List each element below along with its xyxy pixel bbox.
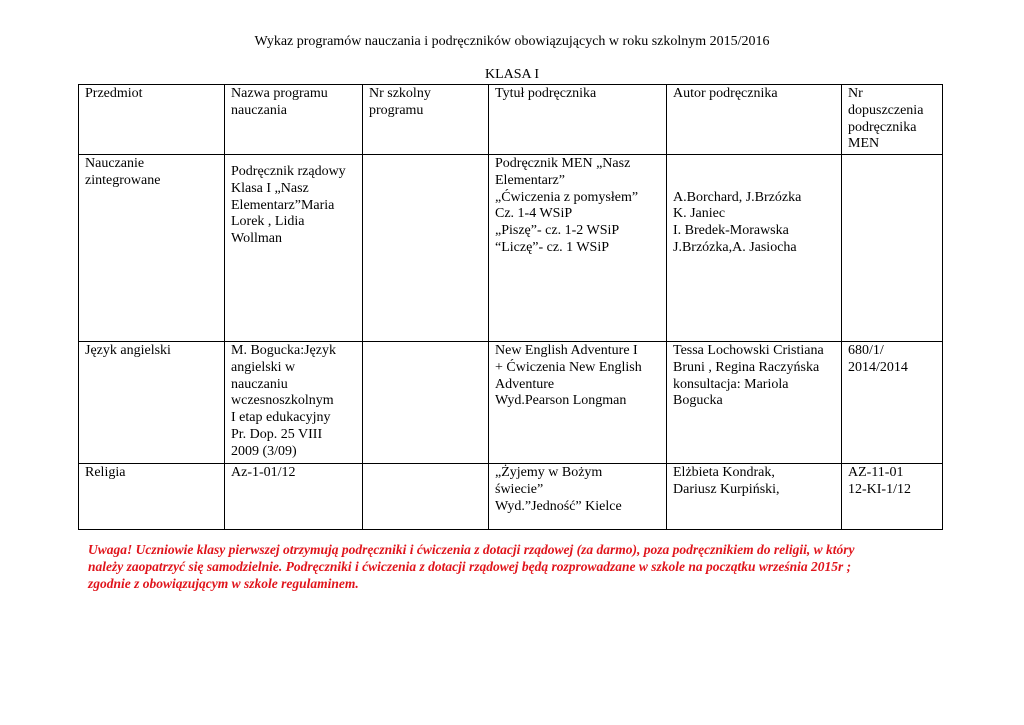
cell-text: AZ-11-01 xyxy=(848,465,904,480)
header-program-name xyxy=(225,85,363,155)
cell-men-approval-no xyxy=(842,342,943,464)
header-text: Nr xyxy=(848,86,863,101)
table-row xyxy=(79,464,943,530)
cell-text: „Piszę”- cz. 1-2 WSiP xyxy=(495,223,620,239)
cell-text: Klasa I „Nasz xyxy=(231,180,309,196)
cell-text: + Ćwiczenia New English xyxy=(495,359,642,375)
cell-text: 680/1/ xyxy=(848,343,884,358)
cell-book-title xyxy=(489,342,667,464)
cell-text: Elementarz” xyxy=(495,172,565,188)
cell-program-name xyxy=(225,155,363,342)
cell-book-title xyxy=(489,464,667,530)
table-row xyxy=(79,155,943,342)
cell-text: A.Borchard, J.Brzózka xyxy=(673,189,802,205)
cell-men-approval-no xyxy=(842,464,943,530)
cell-text: Elżbieta Kondrak, xyxy=(673,465,775,480)
cell-text: Nauczanie xyxy=(85,156,145,171)
cell-spacer xyxy=(231,156,354,164)
cell-text: Dariusz Kurpiński, xyxy=(673,481,780,497)
cell-men-approval-no xyxy=(842,155,943,342)
note-line: zgodnie z obowiązującym w szkole regulaminem. xyxy=(88,576,359,591)
document-title: Wykaz programów nauczania i podręczników obowiązujących w roku szkolnym 2015/2016 xyxy=(254,34,770,49)
header-text: Autor podręcznika xyxy=(673,86,778,101)
header-text: nauczania xyxy=(231,102,287,118)
cell-text: zintegrowane xyxy=(85,172,161,188)
cell-text: nauczaniu xyxy=(231,376,288,392)
cell-text: K. Janiec xyxy=(673,206,726,222)
cell-text: 2009 (3/09) xyxy=(231,443,297,459)
cell-text: „Żyjemy w Bożym xyxy=(495,465,603,480)
cell-text: I etap edukacyjny xyxy=(231,410,331,426)
curriculum-table xyxy=(78,84,943,530)
cell-subject xyxy=(79,155,225,342)
warning-note xyxy=(88,541,948,592)
cell-text: 2014/2014 xyxy=(848,359,908,375)
cell-text: Wyd.Pearson Longman xyxy=(495,393,627,409)
cell-book-title xyxy=(489,155,667,342)
header-book-title xyxy=(489,85,667,155)
cell-text: Religia xyxy=(85,465,126,480)
cell-subject xyxy=(79,342,225,464)
header-text: Nazwa programu xyxy=(231,86,328,101)
cell-text: Elementarz”Maria xyxy=(231,197,335,213)
cell-text: Bogucka xyxy=(673,393,723,409)
class-title: KLASA I xyxy=(484,67,540,82)
cell-text: Podręcznik rządowy xyxy=(231,164,346,179)
cell-school-program-no xyxy=(363,342,489,464)
header-text: dopuszczenia xyxy=(848,102,924,118)
cell-text: Wollman xyxy=(231,231,282,247)
header-text: Przedmiot xyxy=(85,86,143,101)
cell-text: Podręcznik MEN „Nasz xyxy=(495,156,631,171)
cell-text: New English Adventure I xyxy=(495,343,638,358)
note-line: Uwaga! Uczniowie klasy pierwszej otrzymują podręczniki i ćwiczenia z dotacji rządowej (za darmo), poza podręcznikiem do religii, w który xyxy=(88,542,855,557)
cell-text: „Ćwiczenia z pomysłem” xyxy=(495,189,639,205)
header-text: MEN xyxy=(848,136,880,152)
cell-text: Język angielski xyxy=(85,343,171,358)
cell-text: Cz. 1-4 WSiP xyxy=(495,206,573,222)
cell-text: “Liczę”- cz. 1 WSiP xyxy=(495,239,610,255)
note-line: należy zaopatrzyć się samodzielnie. Podręczniki i ćwiczenia z dotacji rządowej będą rozprowadzane w szkole na początku września 2015r ; xyxy=(88,559,852,574)
cell-text: Lorek , Lidia xyxy=(231,214,305,230)
cell-text: Wyd.”Jedność” Kielce xyxy=(495,498,622,514)
cell-school-program-no xyxy=(363,155,489,342)
cell-program-name xyxy=(225,342,363,464)
cell-school-program-no xyxy=(363,464,489,530)
header-school-program-no xyxy=(363,85,489,155)
header-text: programu xyxy=(369,102,424,118)
cell-text: Pr. Dop. 25 VIII xyxy=(231,426,323,442)
cell-book-author xyxy=(667,342,842,464)
header-book-author xyxy=(667,85,842,155)
header-men-approval-no xyxy=(842,85,943,155)
cell-text: 12-KI-1/12 xyxy=(848,481,911,497)
cell-text: Adventure xyxy=(495,376,555,392)
cell-text: angielski w xyxy=(231,359,296,375)
cell-text: wczesnoszkolnym xyxy=(231,393,334,409)
header-text: Tytuł podręcznika xyxy=(495,86,597,101)
cell-program-name xyxy=(225,464,363,530)
cell-text: Bruni , Regina Raczyńska xyxy=(673,359,820,375)
cell-text: M. Bogucka:Język xyxy=(231,343,336,358)
cell-text: J.Brzózka,A. Jasiocha xyxy=(673,239,797,255)
cell-text: konsultacja: Mariola xyxy=(673,376,789,392)
cell-text: Tessa Lochowski Cristiana xyxy=(673,343,824,358)
header-subject xyxy=(79,85,225,155)
cell-text: świecie” xyxy=(495,481,544,497)
cell-book-author xyxy=(667,155,842,342)
header-text: Nr szkolny xyxy=(369,86,431,101)
cell-book-author xyxy=(667,464,842,530)
header-text: podręcznika xyxy=(848,119,917,135)
cell-text: Az-1-01/12 xyxy=(231,465,296,480)
cell-subject xyxy=(79,464,225,530)
table-row xyxy=(79,342,943,464)
cell-text: I. Bredek-Morawska xyxy=(673,223,789,239)
table-header-row xyxy=(79,85,943,155)
